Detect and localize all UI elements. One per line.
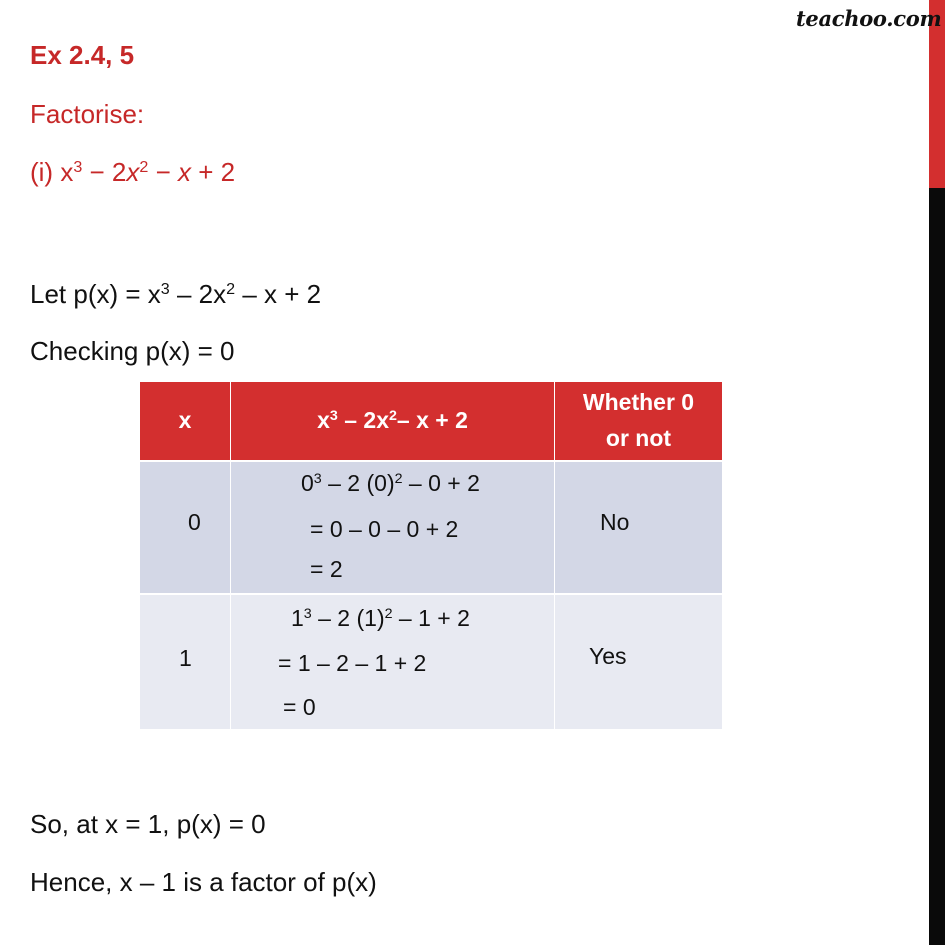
row-0-result: No: [600, 509, 630, 535]
row-1-line1-a: 1: [291, 605, 304, 631]
header-expr-c: – x + 2: [396, 407, 468, 434]
part-mid: − 2: [82, 157, 127, 187]
row-0-line1-exp2: 2: [394, 471, 403, 488]
conclusion-statement: So, at x = 1, p(x) = 0: [30, 809, 266, 839]
row-0-line1-b: – 2 (0): [321, 470, 395, 496]
part-var-3: x: [178, 157, 191, 187]
teachoo-logo: teachoo.com: [796, 6, 942, 31]
part-exponent-2: 2: [139, 158, 149, 177]
part-label: (i) x: [30, 157, 74, 187]
row-0-line2: = 0 – 0 – 0 + 2: [310, 516, 459, 542]
row-0-line1-exp1: 3: [313, 471, 322, 488]
let-exponent-2: 2: [226, 280, 236, 299]
row-0-line3: = 2: [310, 556, 343, 582]
right-sidebar: [929, 0, 945, 945]
let-b: – 2x: [169, 279, 227, 309]
row-1-line1-exp1: 3: [303, 606, 312, 623]
header-expr-b: – 2x: [337, 407, 389, 434]
question-part: [30, 157, 235, 188]
let-statement: [30, 279, 321, 310]
row-1-line1-b: – 2 (1): [311, 605, 385, 631]
row-0-line1-c: – 0 + 2: [402, 470, 480, 496]
row-0-line1-a: 0: [301, 470, 314, 496]
evaluation-table: [140, 382, 722, 729]
row-0-x-cell: [140, 462, 230, 593]
row-0-expression-cell: [231, 462, 554, 593]
header-whether-line1: Whether 0: [582, 389, 695, 416]
header-whether-label: [583, 385, 694, 456]
instruction-text: Factorise:: [30, 99, 145, 129]
let-exponent-1: 3: [160, 280, 170, 299]
header-expr-exp2: 2: [388, 408, 397, 425]
header-x: [140, 382, 230, 460]
part-var-2: x: [126, 157, 140, 187]
row-1-line1: [291, 605, 470, 632]
header-whether: [555, 382, 722, 460]
part-end: + 2: [191, 157, 236, 187]
part-minus: −: [148, 157, 178, 187]
row-1-line1-exp2: 2: [384, 606, 393, 623]
let-c: – x + 2: [235, 279, 322, 309]
header-expr-exp1: 3: [329, 408, 338, 425]
part-exponent-1: 3: [73, 158, 83, 177]
header-expression-label: [317, 403, 468, 439]
let-a: Let p(x) = x: [30, 279, 161, 309]
row-1-x-cell: [140, 595, 230, 729]
row-1-expression-cell: [231, 595, 554, 729]
row-1-line2: = 1 – 2 – 1 + 2: [278, 650, 427, 676]
row-1-x: 1: [179, 645, 192, 671]
header-x-label: x: [178, 407, 192, 434]
row-0-line1: [301, 470, 480, 497]
row-0-result-cell: [555, 462, 722, 593]
row-1-result-cell: [555, 595, 722, 729]
header-expr-a: x: [317, 407, 330, 434]
factor-statement: Hence, x – 1 is a factor of p(x): [30, 867, 377, 897]
checking-statement: Checking p(x) = 0: [30, 336, 235, 366]
row-1-result: Yes: [589, 643, 627, 669]
row-1-line3: = 0: [283, 694, 316, 720]
exercise-title: Ex 2.4, 5: [30, 40, 135, 70]
row-0-x: 0: [188, 509, 201, 535]
row-1-line1-c: – 1 + 2: [392, 605, 470, 631]
header-expression: [231, 382, 554, 460]
header-whether-line2: or not: [605, 425, 672, 451]
